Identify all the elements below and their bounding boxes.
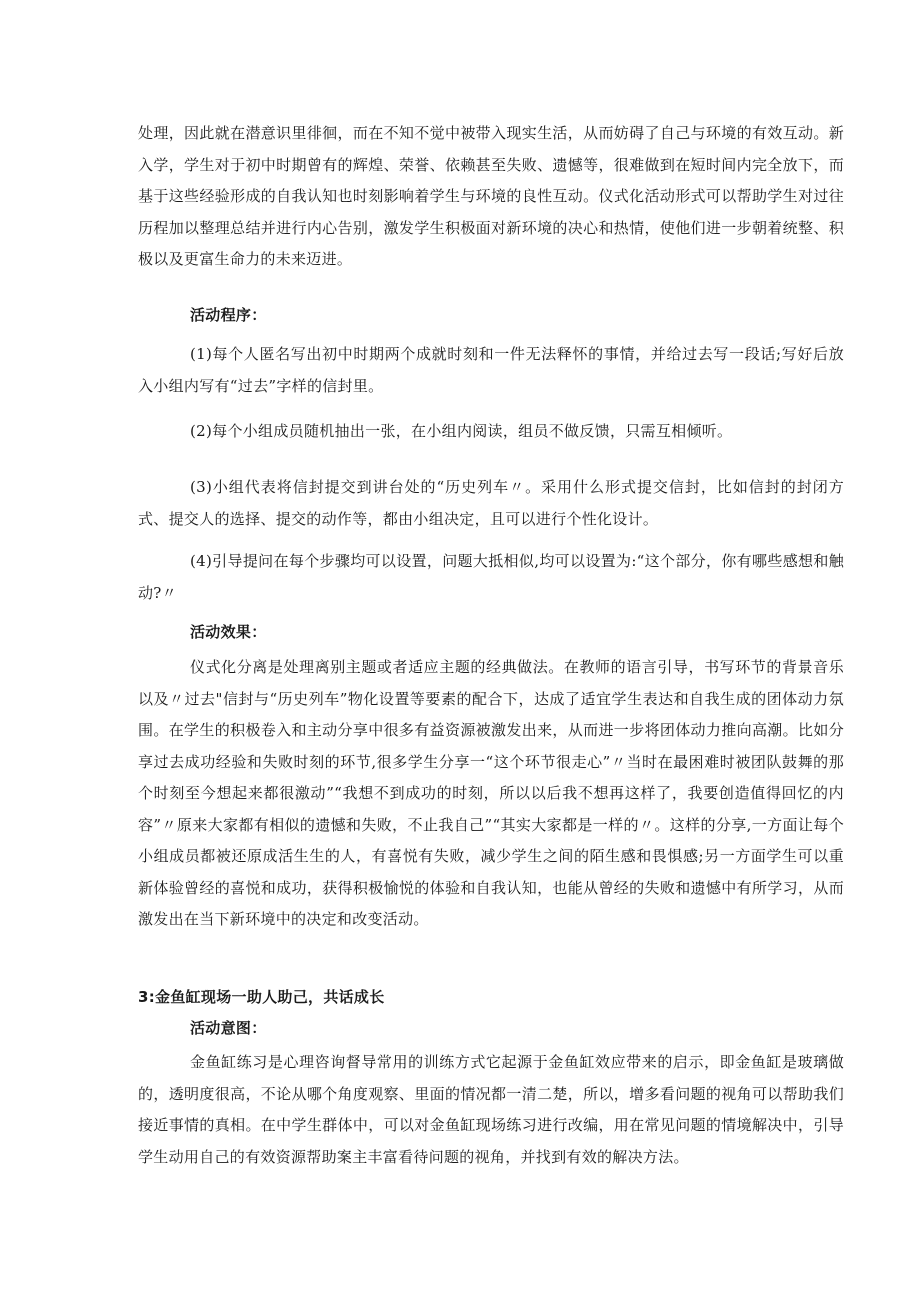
intent-paragraph: 金鱼缸练习是心理咨询督导常用的训练方式它起源于金鱼缸效应带来的启示，即金鱼缸是玻璃做的，透明度很高，不论从哪个角度观察、里面的情况都一清二楚，所以，增多看问题的视角可以帮助我们接近事情的真相。在中学生群体中，可以对金鱼缸现场练习进行改编，用在常见问题的情境解决中，引导学生动用自己的有效资源帮助案主丰富看待问题的视角，并找到有效的解决方法。 (138, 1053, 844, 1166)
effect-paragraph: 仪式化分离是处理离别主题或者适应主题的经典做法。在教师的语言引导，书写环节的背景音乐以及〃过去"信封与“历史列车”物化设置等要素的配合下，达成了适宜学生表达和自我生成的团体动力氛围。在学生的积极卷入和主动分享中很多有益资源被激发出来，从而进一步将团体动力推向高潮。比如分享过去成功经验和失败时刻的环节,很多学生分享一“这个环节很走心”〃当时在最困难时被团队鼓舞的那个时刻至今想起来都很激动”“我想不到成功的时刻，所以以后我不想再这样了，我要创造值得回忆的内容”〃原来大家都有相似的遗憾和失败，不止我自己”“其实大家都是一样的〃。这样的分享,一方面让每个小组成员都被还原成活生生的人，有喜悦有失败，减少学生之间的陌生感和畏惧感;另一方面学生可以重新体验曾经的喜悦和成功，获得积极愉悦的体验和自我认知，也能从曾经的失败和遗憾中有所学习，从而激发出在当下新环境中的决定和改变活动。 (138, 658, 844, 928)
procedure-step-2: (2)每个小组成员随机抽出一张，在小组内阅读，组员不做反馈，只需互相倾听。 (190, 422, 733, 440)
intent-heading: 活动意图： (190, 1019, 267, 1037)
effect-heading: 活动效果： (190, 623, 267, 641)
procedure-step-3: (3)小组代表将信封提交到讲台处的“历史列车〃。采用什么形式提交信封，比如信封的封闭方式、提交人的选择、提交的动作等，都由小组决定，且可以进行个性化设计。 (138, 478, 844, 528)
section-3-heading: 3:金鱼缸现场一助人助己，共话成长 (138, 988, 385, 1006)
procedure-step-4: (4)引导提问在每个步骤均可以设置，问题大抵相似,均可以设置为:“这个部分，你有哪些感想和触动?〃 (138, 552, 844, 602)
intro-paragraph: 处理，因此就在潜意识里徘徊，而在不知不觉中被带入现实生活，从而妨碍了自己与环境的有效互动。新入学，学生对于初中时期曾有的辉煌、荣誉、依赖甚至失败、遗憾等，很难做到在短时间内完全放下，而基于这些经验形成的自我认知也时刻影响着学生与环境的良性互动。仪式化活动形式可以帮助学生对过往历程加以整理总结并进行内心告别，激发学生积极面对新环境的决心和热情，使他们进一步朝着统整、积极以及更富生命力的未来迈进。 (138, 124, 844, 268)
procedure-step-1: (1)每个人匿名写出初中时期两个成就时刻和一件无法释怀的事情，并给过去写一段话;写好后放入小组内写有“过去”字样的信封里。 (138, 345, 844, 395)
procedure-heading: 活动程序： (190, 306, 267, 324)
